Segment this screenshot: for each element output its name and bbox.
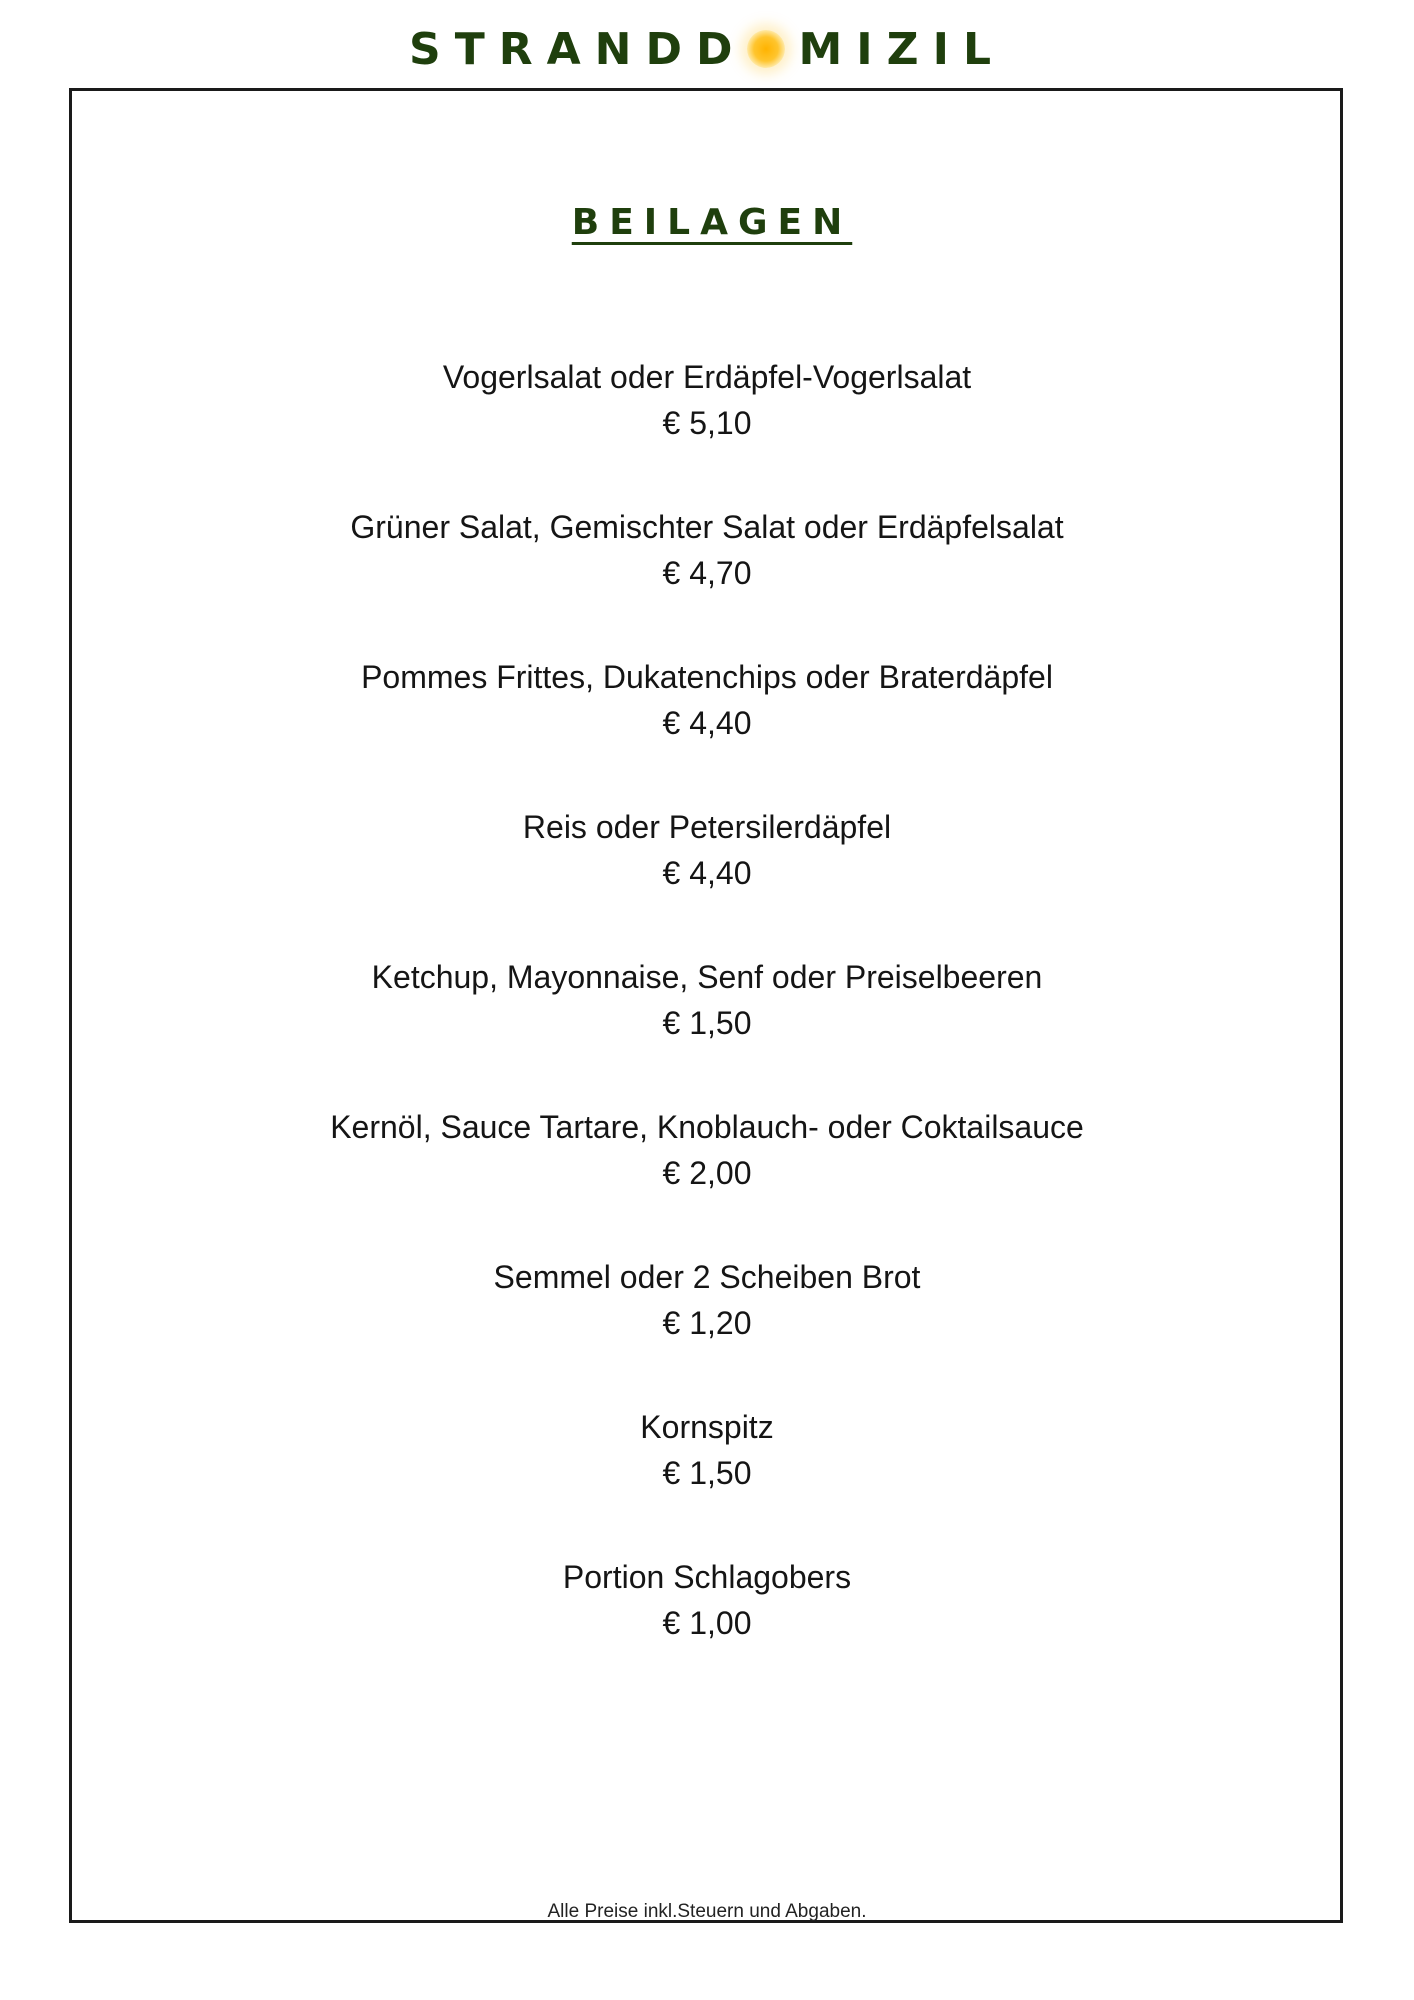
menu-item [0, 1104, 1414, 1254]
item-name: Portion Schlagobers [562, 1559, 852, 1595]
item-price: € 2,00 [662, 1155, 752, 1191]
item-name: Vogerlsalat oder Erdäpfel-Vogerlsalat [442, 359, 972, 395]
menu-item [0, 354, 1414, 504]
item-price: € 1,50 [662, 1005, 752, 1041]
brand-name-right: MIZIL [798, 24, 1005, 75]
menu-item [0, 954, 1414, 1104]
brand-logo [0, 20, 1414, 80]
section-title-text: BEILAGEN [571, 202, 853, 243]
brand-name-left: STRANDD [409, 24, 747, 75]
item-name: Pommes Frittes, Dukatenchips oder Braterdäpfel [361, 659, 1053, 695]
menu-item [0, 1254, 1414, 1404]
menu-item [0, 1554, 1414, 1704]
item-price: € 1,50 [662, 1455, 752, 1491]
section-title [0, 200, 1414, 246]
item-price: € 4,40 [662, 705, 752, 741]
item-name: Semmel oder 2 Scheiben Brot [493, 1259, 921, 1295]
menu-item [0, 804, 1414, 954]
item-name: Reis oder Petersilerdäpfel [522, 809, 892, 845]
menu-item [0, 504, 1414, 654]
item-name: Kernöl, Sauce Tartare, Knoblauch- oder Coktailsauce [330, 1109, 1084, 1145]
item-price: € 1,00 [662, 1605, 752, 1641]
menu-item [0, 654, 1414, 804]
sun-icon [747, 30, 785, 68]
item-name: Grüner Salat, Gemischter Salat oder Erdäpfelsalat [350, 509, 1064, 545]
item-price: € 4,40 [662, 855, 752, 891]
item-price: € 1,20 [662, 1305, 752, 1341]
item-name: Kornspitz [640, 1409, 774, 1445]
price-footnote: Alle Preise inkl.Steuern und Abgaben. [547, 1901, 867, 1922]
menu-list [0, 354, 1414, 1704]
item-price: € 4,70 [662, 555, 752, 591]
menu-item [0, 1404, 1414, 1554]
item-name: Ketchup, Mayonnaise, Senf oder Preiselbeeren [371, 959, 1043, 995]
item-price: € 5,10 [662, 405, 752, 441]
